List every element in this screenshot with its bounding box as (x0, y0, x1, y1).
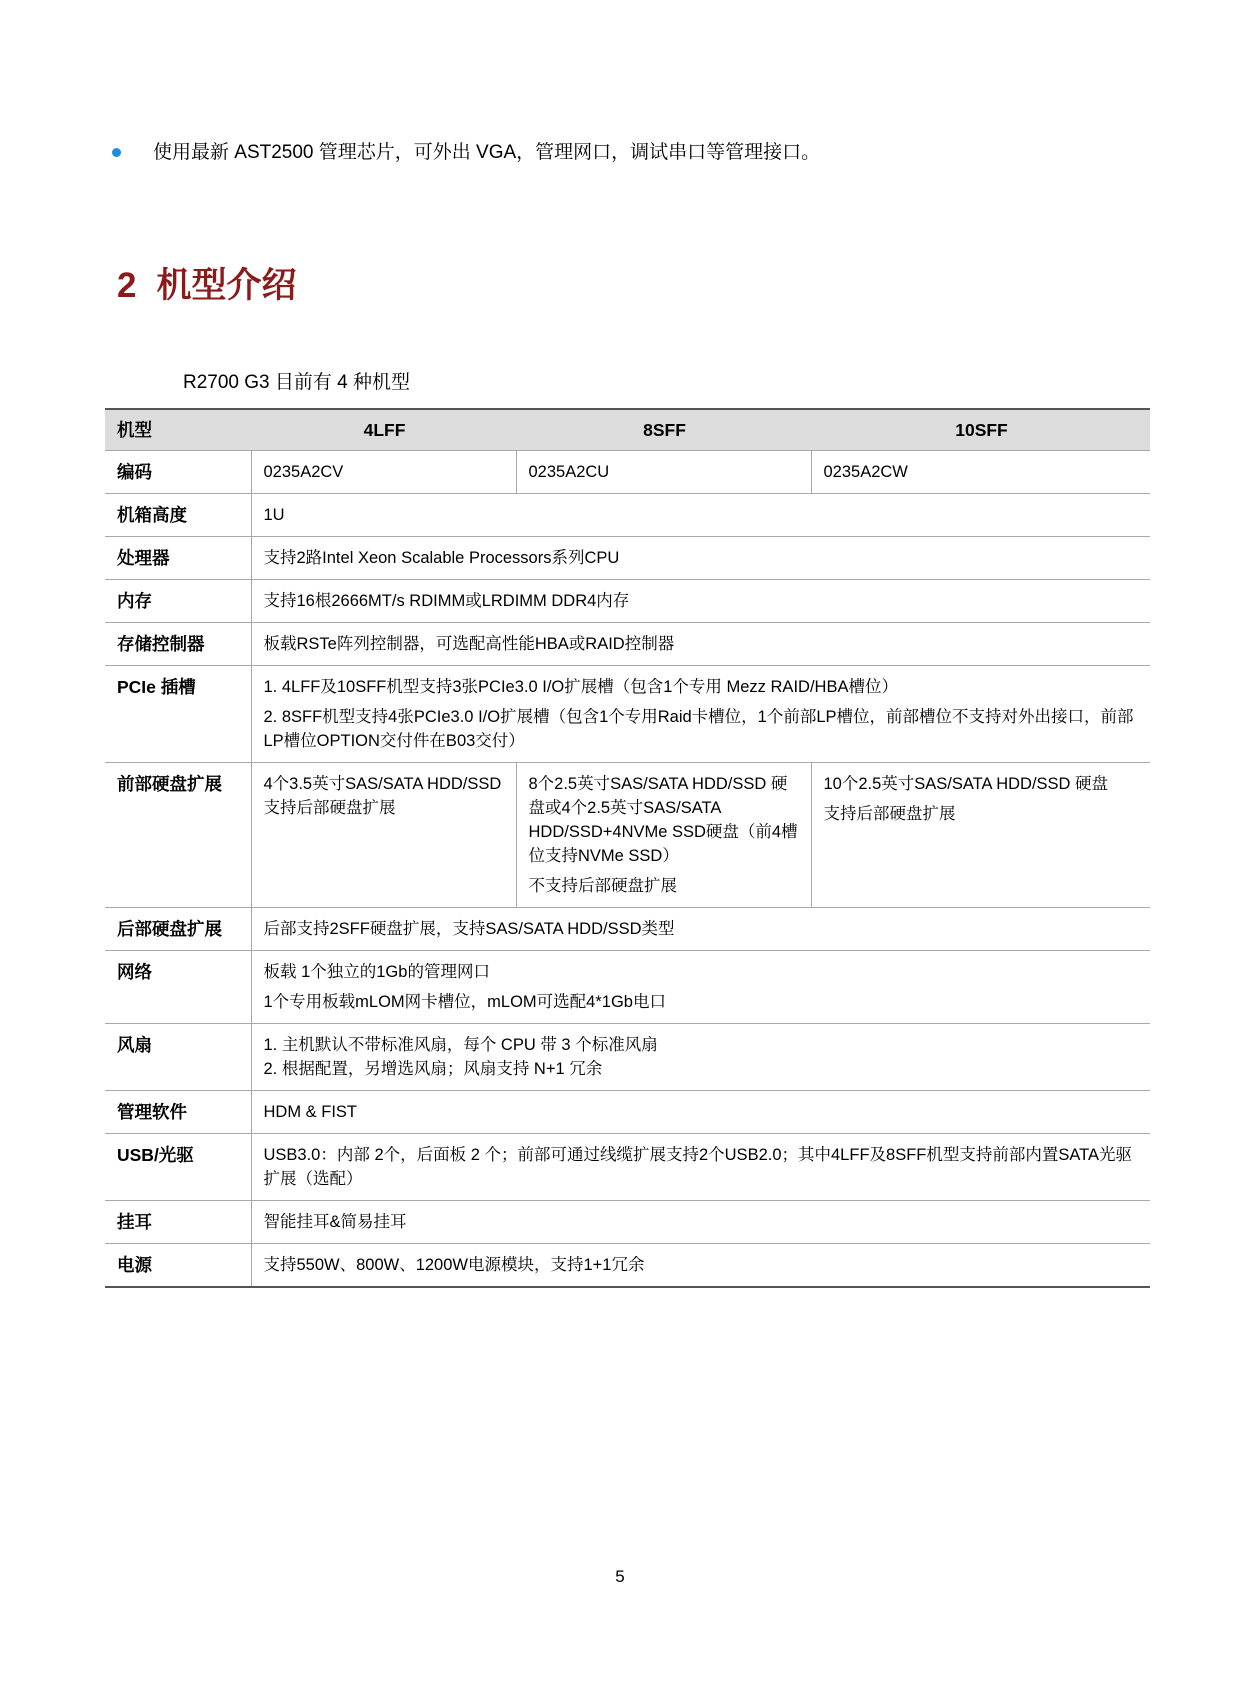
row-label: 机箱高度 (105, 494, 251, 537)
row-label: USB/光驱 (105, 1134, 251, 1201)
row-value: USB3.0：内部 2个，后面板 2 个；前部可通过线缆扩展支持2个USB2.0；其中4LFF及8SFF机型支持前部内置SATA光驱扩展（选配） (251, 1134, 1150, 1201)
table-row (105, 1091, 1150, 1134)
section-number: 2 (117, 266, 137, 305)
row-value (251, 1024, 1150, 1091)
row-label: 挂耳 (105, 1201, 251, 1244)
row-label: 风扇 (105, 1024, 251, 1091)
bullet-dot-icon (112, 148, 121, 157)
front-disk-4lff: 4个3.5英寸SAS/SATA HDD/SSD支持后部硬盘扩展 (251, 763, 516, 908)
pcie-line-1: 1. 4LFF及10SFF机型支持3张PCIe3.0 I/O扩展槽（包含1个专用 Mezz RAID/HBA槽位） (263, 678, 898, 696)
header-model-8sff: 8SFF (516, 409, 811, 451)
row-label: 前部硬盘扩展 (105, 763, 251, 908)
header-label: 机型 (105, 409, 251, 451)
row-label: 管理软件 (105, 1091, 251, 1134)
row-label: 网络 (105, 951, 251, 1024)
front-disk-8sff-note: 不支持后部硬盘扩展 (528, 877, 677, 895)
table-row (105, 666, 1150, 763)
front-disk-10sff-main: 10个2.5英寸SAS/SATA HDD/SSD 硬盘 (823, 775, 1109, 793)
table-row (105, 494, 1150, 537)
row-value: 1U (251, 494, 1150, 537)
table-header-row (105, 409, 1150, 451)
table-row (105, 1024, 1150, 1091)
row-label: 处理器 (105, 537, 251, 580)
row-value: 支持2路Intel Xeon Scalable Processors系列CPU (251, 537, 1150, 580)
table-row (105, 1244, 1150, 1288)
row-value: HDM & FIST (251, 1091, 1150, 1134)
front-disk-8sff (516, 763, 811, 908)
front-disk-10sff-note: 支持后部硬盘扩展 (823, 805, 956, 823)
fan-line-2: 2. 根据配置，另增选风扇；风扇支持 N+1 冗余 (263, 1060, 603, 1078)
row-value: 后部支持2SFF硬盘扩展，支持SAS/SATA HDD/SSD类型 (251, 908, 1150, 951)
table-row (105, 451, 1150, 494)
pcie-line-2: 2. 8SFF机型支持4张PCIe3.0 I/O扩展槽（包含1个专用Raid卡槽位，1个前部LP槽位，前部槽位不支持对外出接口，前部LP槽位OPTION交付件在B03交付） (263, 708, 1134, 750)
code-4lff: 0235A2CV (251, 451, 516, 494)
table-row (105, 908, 1150, 951)
bullet-item (112, 137, 820, 164)
row-value: 板载RSTe阵列控制器，可选配高性能HBA或RAID控制器 (251, 623, 1150, 666)
table-row (105, 580, 1150, 623)
row-label: 后部硬盘扩展 (105, 908, 251, 951)
row-value: 支持16根2666MT/s RDIMM或LRDIMM DDR4内存 (251, 580, 1150, 623)
row-label: 编码 (105, 451, 251, 494)
row-value (251, 666, 1150, 763)
table-row (105, 623, 1150, 666)
code-10sff: 0235A2CW (811, 451, 1150, 494)
section-heading (117, 258, 296, 308)
table-row (105, 951, 1150, 1024)
table-row (105, 1201, 1150, 1244)
table-row (105, 763, 1150, 908)
front-disk-10sff (811, 763, 1150, 908)
row-label: 电源 (105, 1244, 251, 1288)
page-number: 5 (615, 1567, 625, 1586)
table-row (105, 537, 1150, 580)
network-line-1: 板载 1个独立的1Gb的管理网口 (263, 963, 490, 981)
section-title: 机型介绍 (156, 266, 297, 305)
row-label: PCIe 插槽 (105, 666, 251, 763)
spec-table (105, 408, 1150, 1288)
table-row (105, 1134, 1150, 1201)
row-value (251, 951, 1150, 1024)
row-label: 存储控制器 (105, 623, 251, 666)
row-value: 支持550W、800W、1200W电源模块，支持1+1冗余 (251, 1244, 1150, 1288)
code-8sff: 0235A2CU (516, 451, 811, 494)
network-line-2: 1个专用板载mLOM网卡槽位，mLOM可选配4*1Gb电口 (263, 993, 666, 1011)
fan-line-1: 1. 主机默认不带标准风扇，每个 CPU 带 3 个标准风扇 (263, 1036, 658, 1054)
front-disk-8sff-main: 8个2.5英寸SAS/SATA HDD/SSD 硬盘或4个2.5英寸SAS/SATA HDD/SSD+4NVMe SSD硬盘（前4槽位支持NVMe SSD） (528, 775, 798, 865)
header-model-10sff: 10SFF (811, 409, 1150, 451)
row-value: 智能挂耳&简易挂耳 (251, 1201, 1150, 1244)
bullet-text: 使用最新 AST2500 管理芯片，可外出 VGA，管理网口，调试串口等管理接口。 (153, 142, 821, 163)
intro-text: R2700 G3 目前有 4 种机型 (183, 372, 411, 393)
header-model-4lff: 4LFF (251, 409, 516, 451)
row-label: 内存 (105, 580, 251, 623)
